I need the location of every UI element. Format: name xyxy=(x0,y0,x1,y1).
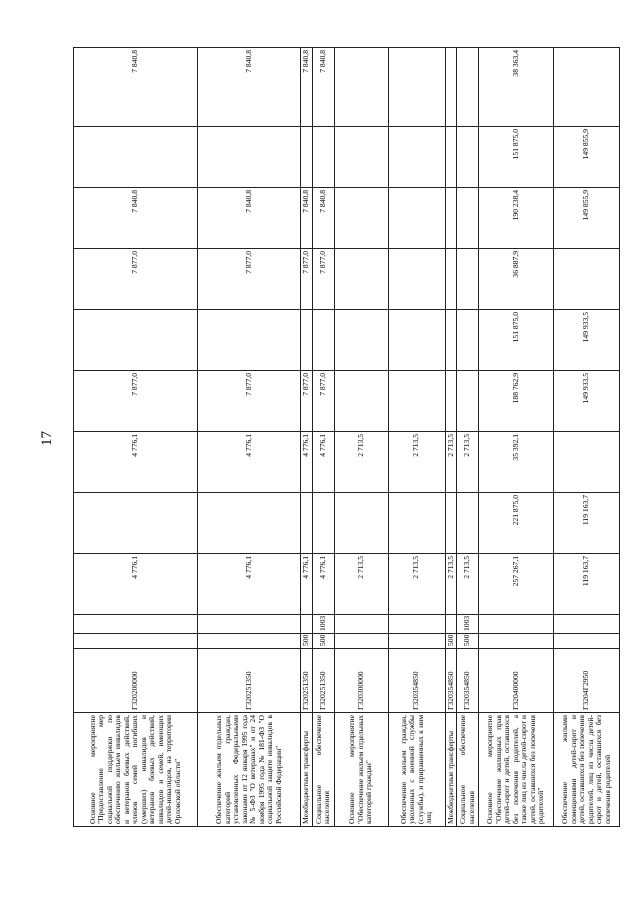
value-cell xyxy=(554,432,620,493)
value-cell xyxy=(388,371,445,432)
value-cell xyxy=(198,127,301,188)
value-cell: 7 877,0 xyxy=(74,249,198,310)
value-cell: 7 877,0 xyxy=(301,249,313,310)
value-cell xyxy=(388,48,445,127)
target-code: Г320200000 xyxy=(74,649,198,713)
value-cell: 38 363,4 xyxy=(479,48,554,127)
value-cell xyxy=(334,371,388,432)
value-cell xyxy=(312,310,334,371)
target-code: Г320251350 xyxy=(198,649,301,713)
value-cell: 190 238,4 xyxy=(479,188,554,249)
value-cell: 7 840,8 xyxy=(312,188,334,249)
table-row xyxy=(479,48,554,827)
target-code: Г320251350 xyxy=(301,649,313,713)
value-cell xyxy=(334,48,388,127)
value-cell xyxy=(457,188,479,249)
target-code: Г320354850 xyxy=(445,649,457,713)
value-cell xyxy=(334,188,388,249)
value-cell: 7 840,8 xyxy=(198,188,301,249)
value-cell xyxy=(388,249,445,310)
value-cell: 7 840,8 xyxy=(74,48,198,127)
budget-table xyxy=(73,47,620,827)
value-cell: 149 855,9 xyxy=(554,127,620,188)
target-code: Г3204Г2950 xyxy=(554,649,620,713)
value-cell: 2 713,5 xyxy=(388,554,445,615)
rotated-page-area xyxy=(73,50,623,827)
subsection-code xyxy=(479,615,554,634)
value-cell: 4 776,1 xyxy=(301,554,313,615)
value-cell: 7 877,0 xyxy=(312,249,334,310)
subsection-code xyxy=(334,615,388,634)
table-row xyxy=(301,48,313,827)
value-cell: 149 933,5 xyxy=(554,371,620,432)
subsection-code xyxy=(554,615,620,634)
value-cell xyxy=(388,310,445,371)
row-name: Социальное обеспечение населения xyxy=(312,713,334,827)
value-cell: 7 877,0 xyxy=(74,371,198,432)
page-number: 17 xyxy=(39,431,55,446)
value-cell: 4 776,1 xyxy=(198,554,301,615)
value-cell xyxy=(457,371,479,432)
target-code: Г320400000 xyxy=(479,649,554,713)
value-cell: 4 776,1 xyxy=(74,554,198,615)
value-cell: 7 840,8 xyxy=(301,188,313,249)
row-name: Социальное обеспечение населения xyxy=(457,713,479,827)
value-cell: 119 163,7 xyxy=(554,493,620,554)
value-cell xyxy=(554,249,620,310)
value-cell xyxy=(457,249,479,310)
section-code: 500 xyxy=(457,634,479,649)
section-code: 500 xyxy=(301,634,313,649)
value-cell xyxy=(388,127,445,188)
value-cell: 151 875,0 xyxy=(479,310,554,371)
subsection-code: 1003 xyxy=(312,615,334,634)
value-cell xyxy=(445,188,457,249)
value-cell: 2 713,5 xyxy=(445,554,457,615)
value-cell xyxy=(388,493,445,554)
value-cell xyxy=(334,249,388,310)
target-code: Г320354850 xyxy=(388,649,445,713)
value-cell xyxy=(74,493,198,554)
value-cell: 4 776,1 xyxy=(312,554,334,615)
value-cell xyxy=(445,127,457,188)
value-cell: 2 713,5 xyxy=(388,432,445,493)
value-cell: 7 877,0 xyxy=(198,249,301,310)
value-cell: 257 267,1 xyxy=(479,554,554,615)
value-cell xyxy=(334,310,388,371)
section-code xyxy=(334,634,388,649)
value-cell: 2 713,5 xyxy=(457,432,479,493)
value-cell xyxy=(457,48,479,127)
subsection-code xyxy=(388,615,445,634)
subsection-code xyxy=(445,615,457,634)
table-row xyxy=(445,48,457,827)
value-cell: 36 887,9 xyxy=(479,249,554,310)
subsection-code xyxy=(301,615,313,634)
section-code xyxy=(198,634,301,649)
value-cell: 7 840,8 xyxy=(198,48,301,127)
value-cell xyxy=(312,493,334,554)
value-cell: 7 840,8 xyxy=(312,48,334,127)
value-cell xyxy=(198,493,301,554)
value-cell: 149 855,9 xyxy=(554,188,620,249)
row-name: Обеспечение жильем граждан, уволенных с военной службы (службы), и приравненных к ним лиц xyxy=(388,713,445,827)
target-code: Г320354850 xyxy=(457,649,479,713)
section-code xyxy=(388,634,445,649)
subsection-code xyxy=(198,615,301,634)
value-cell xyxy=(301,310,313,371)
value-cell: 4 776,1 xyxy=(198,432,301,493)
row-name: Основное мероприятие "Обеспечение жильем отдельных категорий граждан" xyxy=(334,713,388,827)
value-cell: 188 762,9 xyxy=(479,371,554,432)
value-cell xyxy=(445,249,457,310)
value-cell: 4 776,1 xyxy=(312,432,334,493)
table-row xyxy=(554,48,620,827)
value-cell: 7 877,0 xyxy=(198,371,301,432)
value-cell xyxy=(388,188,445,249)
table-row xyxy=(74,48,198,827)
target-code: Г320251350 xyxy=(312,649,334,713)
rotated-table-wrapper xyxy=(73,50,623,827)
value-cell: 2 713,5 xyxy=(334,554,388,615)
value-cell: 221 875,0 xyxy=(479,493,554,554)
row-name: Основное мероприятие "Предоставление мер социальной поддержки по обеспечению жильем инвалидов и ветеранов боевых действий, членов семей погибших (умерших) инвалидов и ветеранов боевых действий, инвалидов и семей, имеющих детей-инвалидов, на территории Орловской области" xyxy=(74,713,198,827)
value-cell: 35 392,1 xyxy=(479,432,554,493)
value-cell: 7 840,8 xyxy=(74,188,198,249)
value-cell xyxy=(301,127,313,188)
target-code: Г320300000 xyxy=(334,649,388,713)
section-code xyxy=(479,634,554,649)
value-cell xyxy=(198,310,301,371)
row-name: Обеспечение жилыми помещениями детей-сирот и детей, оставшихся без попечения родителей, лиц из числа детей-сирот и детей, оставшихся без попечения родителей xyxy=(554,713,620,827)
value-cell: 2 713,5 xyxy=(457,554,479,615)
value-cell xyxy=(334,127,388,188)
value-cell: 119 163,7 xyxy=(554,554,620,615)
value-cell: 2 713,5 xyxy=(334,432,388,493)
value-cell: 7 877,0 xyxy=(301,371,313,432)
row-name: Межбюджетные трансферты xyxy=(301,713,313,827)
value-cell: 4 776,1 xyxy=(301,432,313,493)
value-cell: 7 840,8 xyxy=(301,48,313,127)
section-code xyxy=(554,634,620,649)
table-row xyxy=(457,48,479,827)
section-code xyxy=(74,634,198,649)
value-cell: 7 877,0 xyxy=(312,371,334,432)
section-code: 500 xyxy=(312,634,334,649)
subsection-code xyxy=(74,615,198,634)
table-row xyxy=(312,48,334,827)
value-cell xyxy=(554,48,620,127)
value-cell xyxy=(74,127,198,188)
value-cell xyxy=(301,493,313,554)
value-cell xyxy=(445,48,457,127)
value-cell xyxy=(457,310,479,371)
value-cell xyxy=(312,127,334,188)
table-row xyxy=(198,48,301,827)
table-row xyxy=(388,48,445,827)
value-cell xyxy=(334,493,388,554)
value-cell: 151 875,0 xyxy=(479,127,554,188)
section-code: 500 xyxy=(445,634,457,649)
row-name: Основное мероприятие "Обеспечение жилищных прав детей-сирот и детей, оставшихся без попечения родителей, а также лиц из числа детей-сирот и детей, оставшихся без попечения родителей" xyxy=(479,713,554,827)
value-cell xyxy=(445,371,457,432)
value-cell xyxy=(445,310,457,371)
row-name: Межбюджетные трансферты xyxy=(445,713,457,827)
value-cell: 4 776,1 xyxy=(74,432,198,493)
table-row xyxy=(334,48,388,827)
value-cell xyxy=(445,493,457,554)
value-cell xyxy=(74,310,198,371)
value-cell: 2 713,5 xyxy=(445,432,457,493)
value-cell xyxy=(457,127,479,188)
row-name: Обеспечение жильем отдельных категорий граждан, установленных Федеральными законами от 12 января 1995 года № 5-ФЗ "О ветеранах" и от 24 ноября 1995 года № 181-ФЗ "О социальной защите инвалидов в Российской Федерации" xyxy=(198,713,301,827)
value-cell xyxy=(457,493,479,554)
subsection-code: 1003 xyxy=(457,615,479,634)
value-cell: 149 933,5 xyxy=(554,310,620,371)
